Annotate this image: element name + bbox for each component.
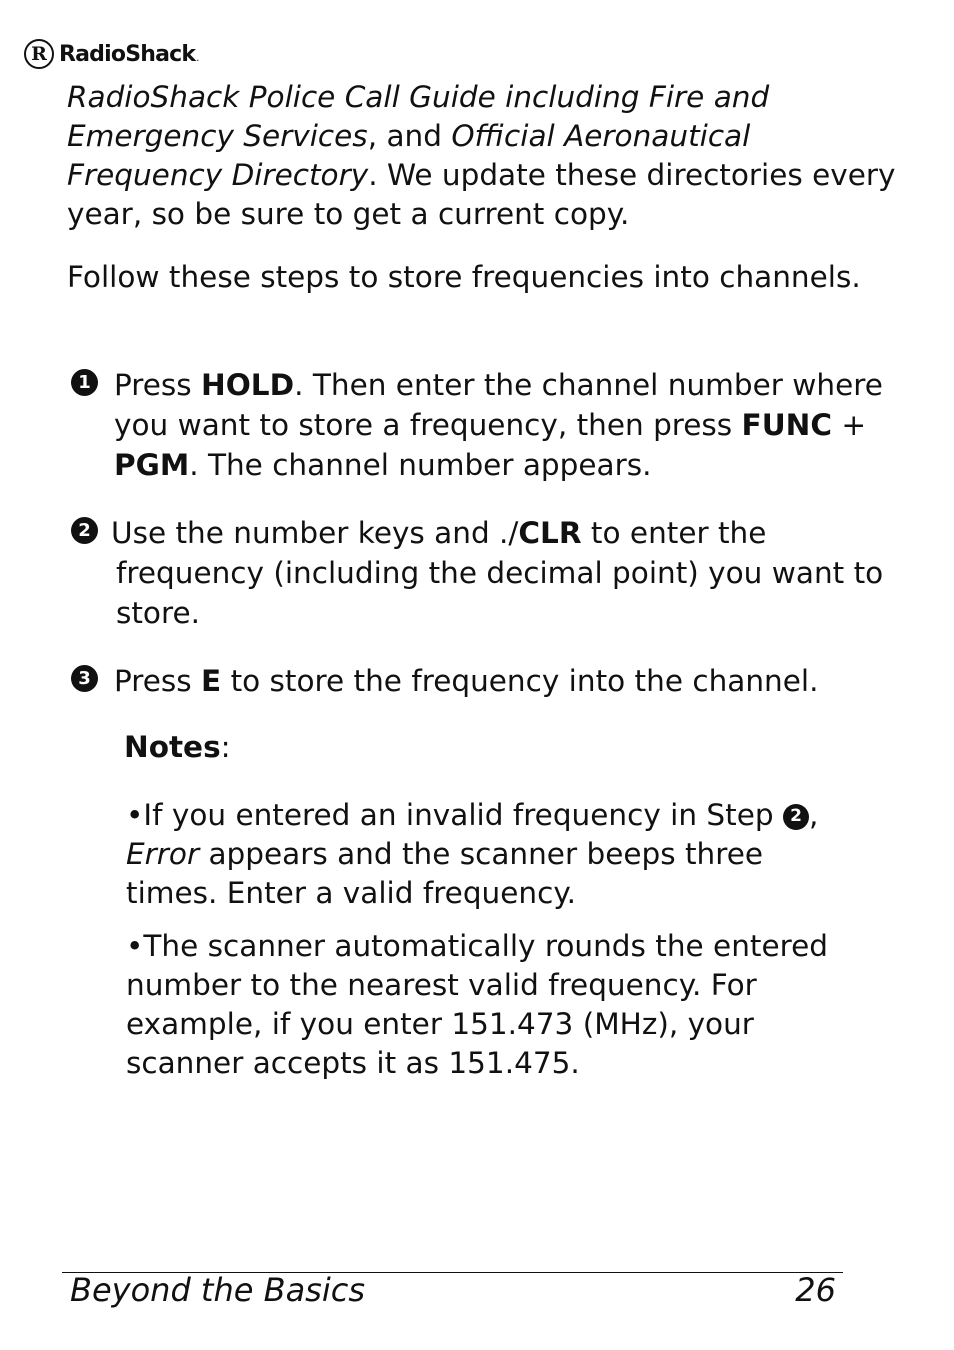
key-pgm: PGM bbox=[114, 448, 190, 482]
step-2-continuation: frequency (including the decimal point) you want to store. bbox=[116, 556, 884, 630]
key-e: E bbox=[201, 664, 222, 698]
footer-section-title: Beyond the Basics bbox=[70, 1271, 365, 1309]
note-1 bbox=[126, 796, 856, 913]
step-text: . Then enter the channel number where you want to store a frequency, then press bbox=[114, 368, 883, 442]
note-text: , bbox=[808, 798, 819, 832]
error-term: Error bbox=[126, 837, 200, 871]
radioshack-logo-icon: R bbox=[24, 39, 54, 69]
step-3-text bbox=[114, 661, 914, 701]
key-func: FUNC bbox=[741, 408, 832, 442]
step-text: Use the number keys and ./ bbox=[111, 516, 519, 550]
notes-heading-label: Notes bbox=[124, 730, 221, 764]
radioshack-logo bbox=[24, 36, 199, 72]
step-number-icon: 1 bbox=[71, 369, 98, 396]
notes-heading bbox=[124, 727, 231, 767]
step-2-text bbox=[111, 513, 911, 633]
logo-dot: . bbox=[196, 52, 199, 64]
step-number-icon: 3 bbox=[71, 665, 98, 692]
step-text: Press bbox=[114, 368, 202, 402]
step-number-icon: 2 bbox=[783, 804, 809, 830]
intro-paragraph bbox=[67, 78, 897, 234]
step-number-icon: 2 bbox=[71, 517, 98, 544]
page-number: 26 bbox=[795, 1271, 836, 1309]
step-text: Press bbox=[114, 664, 202, 698]
logo-wordmark: RadioShack bbox=[59, 41, 196, 67]
note-text: The scanner automatically rounds the entered number to the nearest valid frequency. For example, if you enter 151.473 (MHz), your scanner accepts it as 151.475. bbox=[126, 929, 828, 1080]
plus-sign: + bbox=[832, 408, 867, 442]
key-clr: CLR bbox=[518, 516, 582, 550]
intro-after-title: . We update these directories every year, so be sure to get a current copy. bbox=[67, 158, 896, 231]
step-text: . The channel number appears. bbox=[189, 448, 652, 482]
guide-title: RadioShack Police Call Guide including Fire and Emergency Services bbox=[67, 80, 770, 153]
comma-and: , and bbox=[367, 119, 452, 153]
note-text: appears and the scanner beeps three times. Enter a valid frequency. bbox=[126, 837, 764, 910]
directory-title: Official Aeronautical Frequency Directory bbox=[67, 119, 751, 192]
follow-paragraph: Follow these steps to store frequencies into channels. bbox=[67, 260, 861, 294]
step-text: to enter the bbox=[581, 516, 767, 550]
step-text: to store the frequency into the channel. bbox=[221, 664, 819, 698]
key-hold: HOLD bbox=[201, 368, 295, 402]
step-1-text bbox=[114, 365, 914, 485]
note-2 bbox=[126, 927, 856, 1083]
note-text: If you entered an invalid frequency in Step bbox=[143, 798, 783, 832]
bullet: • bbox=[126, 798, 144, 832]
logo-text bbox=[59, 42, 199, 67]
bullet: • bbox=[126, 929, 144, 963]
notes-colon: : bbox=[220, 730, 231, 764]
